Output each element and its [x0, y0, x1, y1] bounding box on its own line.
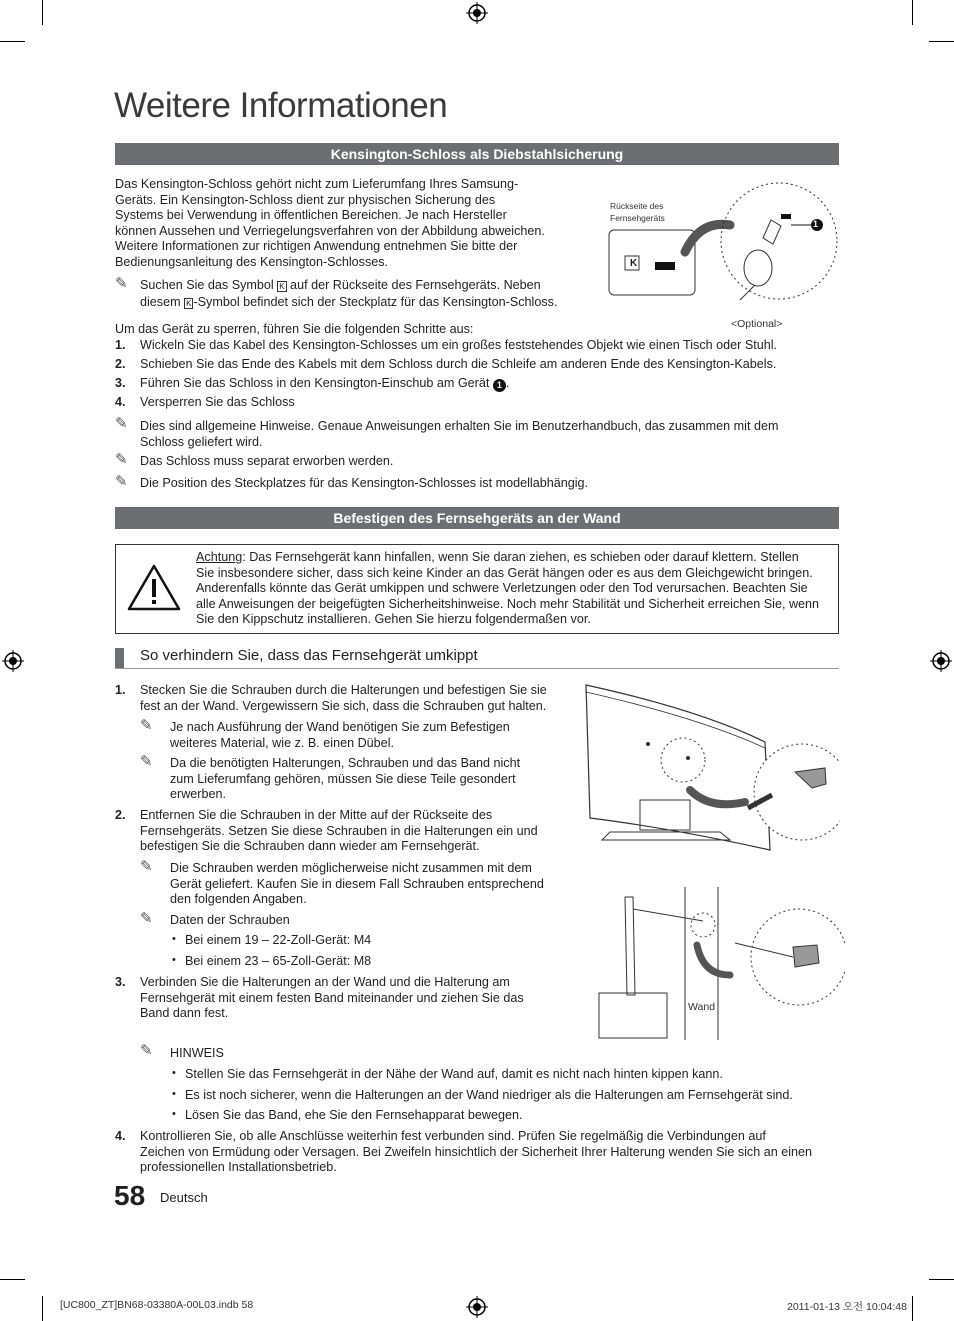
registration-mark-icon [930, 650, 952, 672]
step-number: 1. [115, 683, 126, 697]
step-number: 2. [115, 357, 126, 371]
step-number: 3. [115, 376, 126, 390]
crop-mark [0, 1279, 25, 1280]
step-text: Wickeln Sie das Kabel des Kensington-Schlosses um ein großes feststehendes Objekt wie einen Tisch oder Stuhl. [140, 338, 778, 352]
bullet-text: Es ist noch sicherer, wenn die Halterungen an der Wand niedriger als die Halterungen am Fernsehgerät sind. [185, 1088, 793, 1102]
warning-triangle-icon [126, 563, 182, 613]
file-info: [UC800_ZT]BN68-03380A-00L03.indb 58 [60, 1299, 254, 1311]
note-text: Die Schrauben werden möglicherweise nicht zusammen mit dem Gerät geliefert. Kaufen Sie in diesem Fall Schrauben entsprechend den folgenden Angaben. [170, 861, 544, 906]
diagram-label-tv-back: Rückseite des Fernsehgeräts [610, 201, 665, 223]
note-pencil-icon: ✎ [140, 1042, 153, 1059]
step-text: Stecken Sie die Schrauben durch die Halterungen und befestigen Sie sie fest an der Wand. Vergewissern Sie sich, dass die Schrauben gut halten. [140, 683, 547, 713]
crop-mark [0, 41, 25, 42]
note-text: Je nach Ausführung der Wand benötigen Sie zum Befestigen weiteres Material, wie z. B. einen Dübel. [170, 720, 510, 750]
note-pencil-icon: ✎ [115, 415, 128, 432]
registration-mark-icon [2, 650, 24, 672]
page-title: Weitere Informationen [114, 86, 448, 125]
bullet-dot: • [172, 954, 176, 966]
symbol-note: Suchen Sie das Symbol K auf der Rückseite des Fernsehgeräts. Neben diesem K -Symbol befindet sich der Steckplatz für das Kensington-Schloss. [140, 278, 558, 309]
note-text: Das Schloss muss separat erworben werden. [140, 454, 394, 468]
warning-box [115, 544, 839, 634]
step-number: 4. [115, 395, 126, 409]
note-pencil-icon: ✎ [140, 910, 153, 927]
bullet-dot: • [172, 1108, 176, 1120]
diagram-k-label: K [630, 258, 638, 269]
note-pencil-icon: ✎ [140, 717, 153, 734]
crop-mark [929, 1279, 954, 1280]
bullet-dot: • [172, 1088, 176, 1100]
step-text: Führen Sie das Schloss in den Kensington-Einschub am Gerät 1 . [140, 376, 510, 390]
note-pencil-icon: ✎ [115, 451, 128, 468]
tv-back-illustration [580, 680, 840, 860]
step-number: 4. [115, 1129, 126, 1143]
crop-mark [42, 1296, 43, 1321]
note-text: Die Position des Steckplatzes für das Kensington-Schlosses ist modellabhängig. [140, 476, 589, 490]
diagram-optional-label: <Optional> [731, 318, 783, 330]
callout-1-icon: 1 [493, 379, 506, 392]
crop-mark [929, 41, 954, 42]
note-text: Daten der Schrauben [170, 913, 290, 927]
crop-mark [42, 0, 43, 25]
step-number: 2. [115, 808, 126, 822]
step-number: 1. [115, 338, 126, 352]
step-text: Versperren Sie das Schloss [140, 395, 295, 409]
step-text: Entfernen Sie die Schrauben in der Mitte auf der Rückseite des Fernsehgeräts. Setzen Sie diese Schrauben in die Halterungen ein und befestigen Sie die Schrauben dann wieder am Fernsehgerät. [140, 808, 538, 853]
print-timestamp: 2011-01-13 오전 10:04:48 [787, 1301, 907, 1313]
bullet-dot: • [172, 933, 176, 945]
subheading [115, 646, 839, 669]
step-text: Kontrollieren Sie, ob alle Anschlüsse weiterhin fest verbunden sind. Prüfen Sie regelmäßig die Verbindungen auf Zeichen von Ermüdung oder Versagen. Bei Zweifeln hinsichtlich der Sicherheit Ihrer Halterung wenden Sie sich an einen professionellen Installationsbetrieb. [140, 1129, 813, 1174]
warning-text: Achtung: Das Fernsehgerät kann hinfallen, wenn Sie daran ziehen, es schieben oder darauf klettern. Stellen Sie insbesondere sicher, dass sich keine Kinder an das Gerät hängen oder es aus dem Gleichgewicht bringen. Anderenfalls könnte das Gerät umkippen und schwere Verletzungen oder den Tod verursachen. Beachten Sie alle Anweisungen der beigefügten Sicherheitshinweise. Noch mehr Stabilität und Sicherheit erreichen Sie, wenn Sie den Kippschutz installieren. Gehen Sie hierzu folgendermaßen vor. [196, 550, 820, 626]
subheading-marker [115, 648, 124, 668]
section-bar-wall-mount: Befestigen des Fernsehgeräts an der Wand [115, 507, 839, 529]
bullet-text: Stellen Sie das Fernsehgerät in der Nähe der Wand auf, damit es nicht nach hinten kippen kann. [185, 1067, 723, 1081]
registration-mark-icon [466, 2, 488, 24]
bullet-text: Lösen Sie das Band, ehe Sie den Fernsehapparat bewegen. [185, 1108, 523, 1122]
note-text: Dies sind allgemeine Hinweise. Genaue Anweisungen erhalten Sie im Benutzerhandbuch, das zusammen mit dem Schloss geliefert wird. [140, 419, 779, 449]
step-number: 3. [115, 975, 126, 989]
note-text: Da die benötigten Halterungen, Schrauben und das Band nicht zum Lieferumfang gehören, müssen Sie diese Teile gesondert erwerben. [170, 756, 521, 801]
subheading-title: So verhindern Sie, dass das Fernsehgerät umkippt [140, 647, 478, 664]
registration-mark-icon [466, 1296, 488, 1318]
kensington-k-icon: K [186, 298, 192, 308]
kensington-intro: Das Kensington-Schloss gehört nicht zum Lieferumfang Ihres Samsung- Geräts. Ein Kensington-Schloss dient zur physischen Sicherung des Systems bei Verwendung in öffentlichen Bereichen. Je nach Hersteller können Aussehen und Verriegelungsverfahren von der Abbildung abweichen. Weitere Informationen zur richtigen Anwendung entnehmen Sie bitte der Bedienungsanleitung des Kensington-Schlosses. [115, 177, 545, 269]
note-pencil-icon: ✎ [140, 858, 153, 875]
crop-mark [912, 1296, 913, 1321]
kensington-lock-diagram [605, 180, 845, 310]
note-pencil-icon: ✎ [140, 753, 153, 770]
kensington-k-icon: K [279, 282, 285, 291]
wall-label: Wand [688, 1001, 716, 1013]
bullet-text: Bei einem 19 – 22-Zoll-Gerät: M4 [185, 933, 372, 947]
bullet-text: Bei einem 23 – 65-Zoll-Gerät: M8 [185, 954, 372, 968]
language-label: Deutsch [160, 1190, 208, 1205]
crop-mark [912, 0, 913, 25]
diagram-callout-1: 1 [813, 219, 819, 229]
step-text: Verbinden Sie die Halterungen an der Wand und die Halterung am Fernsehgerät mit einem festen Band miteinander und ziehen Sie das Band dann fest. [140, 975, 524, 1020]
note-pencil-icon: ✎ [115, 473, 128, 490]
steps-intro: Um das Gerät zu sperren, führen Sie die folgenden Schritte aus: [115, 322, 474, 336]
hinweis-label: HINWEIS [170, 1046, 224, 1060]
page-number: 58 [114, 1180, 146, 1211]
note-pencil-icon: ✎ [115, 275, 128, 292]
section-bar-kensington: Kensington-Schloss als Diebstahlsicherung [115, 143, 839, 165]
wall-illustration [595, 885, 845, 1040]
bullet-dot: • [172, 1067, 176, 1079]
step-text: Schieben Sie das Ende des Kabels mit dem Schloss durch die Schleife am anderen Ende des Kensington-Kabels. [140, 357, 777, 371]
